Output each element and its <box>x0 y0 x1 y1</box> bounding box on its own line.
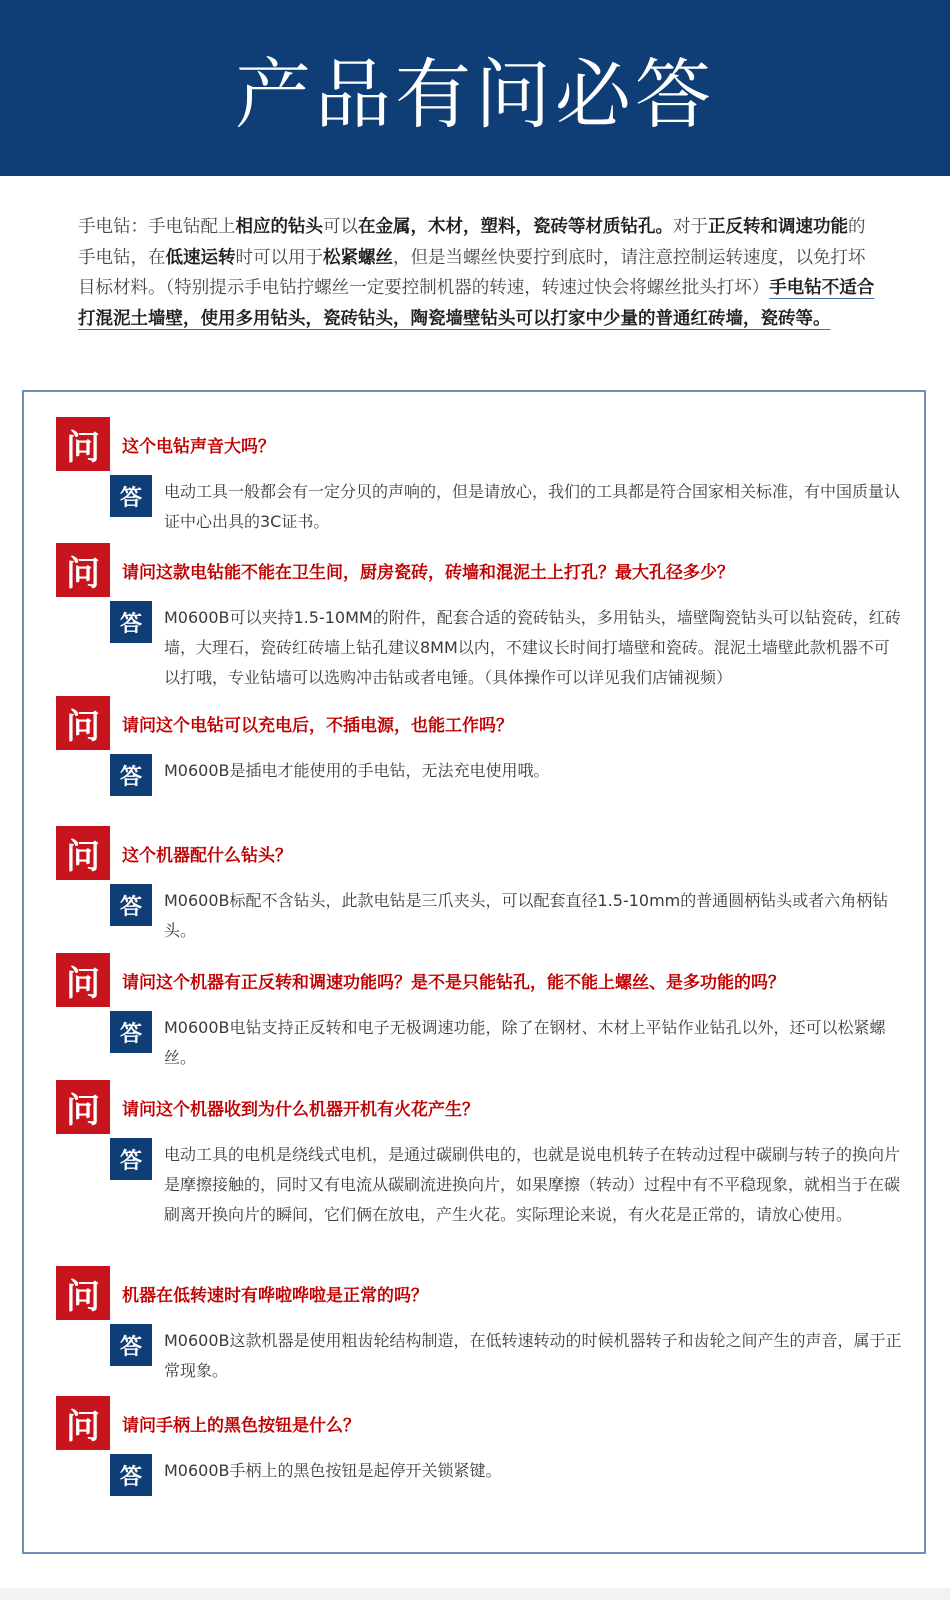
answer-text: 电动工具一般都会有一定分贝的声响的，但是请放心，我们的工具都是符合国家相关标准，有中国质量认证中心出具的3C证书。 <box>164 482 901 531</box>
faq-item <box>56 1396 906 1496</box>
question-badge: 问 <box>56 1266 110 1320</box>
question-text: 请问手柄上的黑色按钮是什么？ <box>122 1415 360 1436</box>
question-badge: 问 <box>56 953 110 1007</box>
intro-text: 时可以用于 <box>235 247 323 268</box>
question-row <box>56 1080 906 1134</box>
answer-badge: 答 <box>110 601 152 643</box>
answer-row <box>110 884 906 946</box>
intro-bold: 低速运转 <box>165 247 236 268</box>
answer-text: M0600B是插电才能使用的手电钻，无法充电使用哦。 <box>164 761 550 780</box>
question-badge: 问 <box>56 1080 110 1134</box>
answer-badge: 答 <box>110 475 152 517</box>
question-row <box>56 696 906 750</box>
answer-text: M0600B电钻支持正反转和电子无极调速功能，除了在钢材、木材上平钻作业钻孔以外，还可以松紧螺丝。 <box>164 1018 886 1067</box>
question-text: 这个电钻声音大吗？ <box>122 436 275 457</box>
answer-badge: 答 <box>110 1011 152 1053</box>
intro-text: 的手电钻，在 <box>78 217 866 268</box>
faq-item <box>56 826 906 946</box>
answer-badge: 答 <box>110 884 152 926</box>
intro-text: 手电钻：手电钻配上 <box>78 217 236 237</box>
answer-row <box>110 1454 906 1496</box>
question-badge: 问 <box>56 696 110 750</box>
answer-text: 电动工具的电机是绕线式电机，是通过碳刷供电的，也就是说电机转子在转动过程中碳刷与转子的换向片是摩擦接触的，同时又有电流从碳刷流进换向片，如果摩擦（转动）过程中有不平稳现象，就相当于在碳刷离开换向片的瞬间，它们俩在放电，产生火花。实际理论来说，有火花是正常的，请放心使用。 <box>164 1145 901 1224</box>
faq-item <box>56 953 906 1073</box>
answer-row <box>110 601 906 693</box>
question-text: 机器在低转速时有哗啦哗啦是正常的吗？ <box>122 1285 428 1306</box>
question-badge: 问 <box>56 826 110 880</box>
question-badge: 问 <box>56 1396 110 1450</box>
question-row <box>56 1396 906 1450</box>
answer-text: M0600B这款机器是使用粗齿轮结构制造，在低转速转动的时候机器转子和齿轮之间产生的声音，属于正常现象。 <box>164 1331 902 1380</box>
answer-row <box>110 475 906 537</box>
intro-highlight: 手电钻不适合打混泥土墙壁，使用多用钻头，瓷砖钻头，陶瓷墙壁钻头可以打家中少量的普通红砖墙，瓷砖等。 <box>78 278 875 329</box>
question-text: 这个机器配什么钻头？ <box>122 845 292 866</box>
answer-text: M0600B标配不含钻头，此款电钻是三爪夹头，可以配套直径1.5-10mm的普通圆柄钻头或者六角柄钻头。 <box>164 891 889 940</box>
intro-bold: 正反转和调速功能 <box>708 217 848 237</box>
answer-badge: 答 <box>110 1138 152 1180</box>
footer-strip <box>0 1588 950 1600</box>
faq-item <box>56 1080 906 1230</box>
question-text: 请问这款电钻能不能在卫生间，厨房瓷砖，砖墙和混泥土上打孔？最大孔径多少？ <box>122 562 734 583</box>
intro-text: 对于 <box>673 217 708 237</box>
answer-row <box>110 1138 906 1230</box>
faq-item <box>56 417 906 537</box>
answer-badge: 答 <box>110 754 152 796</box>
answer-row <box>110 1324 906 1386</box>
answer-text: M0600B可以夹持1.5-10MM的附件，配套合适的瓷砖钻头，多用钻头，墙壁陶瓷钻头可以钻瓷砖，红砖墙，大理石，瓷砖红砖墙上钻孔建议8MM以内，不建议长时间打墙壁和瓷砖。混泥土墙壁此款机器不可以打哦，专业钻墙可以选购冲击钻或者电锤。（具体操作可以详见我们店铺视频） <box>164 608 901 687</box>
answer-badge: 答 <box>110 1454 152 1496</box>
question-text: 请问这个电钻可以充电后，不插电源，也能工作吗？ <box>122 715 513 736</box>
question-row <box>56 543 906 597</box>
question-badge: 问 <box>56 543 110 597</box>
intro-bold: 相应的钻头 <box>235 217 323 237</box>
question-text: 请问这个机器收到为什么机器开机有火花产生？ <box>122 1099 479 1120</box>
faq-item <box>56 1266 906 1386</box>
intro-text: ，但是当螺丝快要拧到底时，请注意控制运转速度，以免打坏目标材料。（特别提示手电钻拧螺丝一定要控制机器的转速，转速过快会将螺丝批头打坏） <box>78 247 866 298</box>
intro-paragraph <box>78 212 878 334</box>
question-row <box>56 826 906 880</box>
question-text: 请问这个机器有正反转和调速功能吗？是不是只能钻孔，能不能上螺丝、是多功能的吗？ <box>122 972 785 993</box>
question-badge: 问 <box>56 417 110 471</box>
answer-badge: 答 <box>110 1324 152 1366</box>
question-row <box>56 953 906 1007</box>
faq-item <box>56 696 906 796</box>
intro-bold: 松紧螺丝 <box>323 247 393 268</box>
answer-row <box>110 1011 906 1073</box>
page-title: 产品有问必答 <box>235 49 715 139</box>
intro-text: 可以 <box>323 217 358 237</box>
answer-text: M0600B手柄上的黑色按钮是起停开关锁紧键。 <box>164 1461 502 1480</box>
intro-bold: 在金属，木材，塑料，瓷砖等材质钻孔。 <box>358 217 673 237</box>
question-row <box>56 417 906 471</box>
page-header <box>0 0 950 176</box>
question-row <box>56 1266 906 1320</box>
faq-item <box>56 543 906 693</box>
answer-row <box>110 754 906 796</box>
